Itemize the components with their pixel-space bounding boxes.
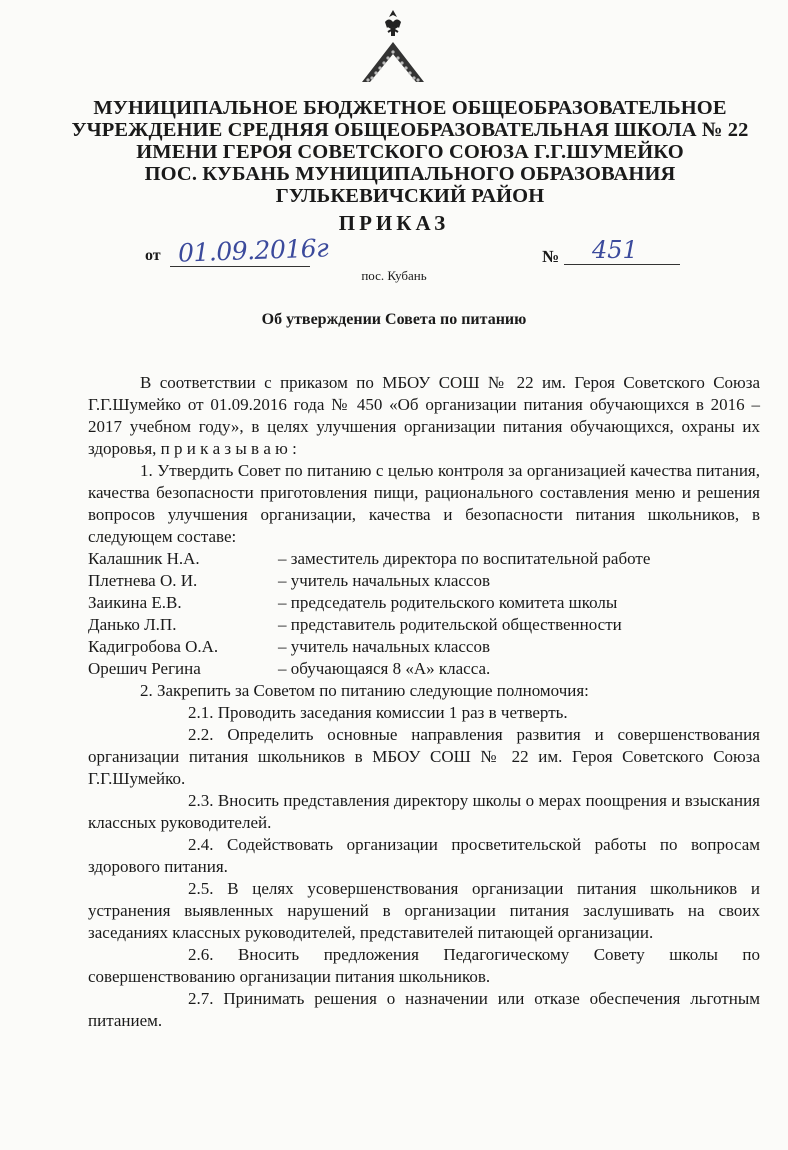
member-row bbox=[88, 548, 760, 570]
sub-item-2-6: 2.6. Вносить предложения Педагогическому Совету школы по совершенствованию организации питания школьников. bbox=[88, 945, 760, 986]
member-row bbox=[88, 658, 760, 680]
org-name-line: МУНИЦИПАЛЬНОЕ БЮДЖЕТНОЕ ОБЩЕОБРАЗОВАТЕЛЬНОЕ bbox=[93, 97, 727, 119]
member-row bbox=[88, 592, 760, 614]
sub-item-2-2: 2.2. Определить основные направления развития и совершенствования организации питания школьников в МБОУ СОШ № 22 им. Героя Советского Союза Г.Г.Шумейко. bbox=[88, 725, 760, 788]
member-role: – учитель начальных классов bbox=[278, 571, 490, 590]
order-subject: Об утверждении Совета по питанию bbox=[261, 311, 527, 328]
sub-item-2-1: 2.1. Проводить заседания комиссии 1 раз в четверть. bbox=[188, 703, 568, 722]
member-name: Орешич Регина bbox=[88, 659, 201, 678]
member-role: – учитель начальных классов bbox=[278, 637, 490, 656]
member-role: – председатель родительского комитета школы bbox=[278, 593, 618, 612]
sub-item-2-5: 2.5. В целях усовершенствования организации питания школьников и устранения выявленных нарушений в организации питания заслушивать на своих заседаниях классных руководителей, представителей питающей организации. bbox=[88, 879, 760, 942]
intro-paragraph: В соответствии с приказом по МБОУ СОШ № 22 им. Героя Советского Союза Г.Г.Шумейко от 01.09.2016 года № 450 «Об организации питания обучающихся в 2016 – 2017 учебном году», в целях улучшения организации питания обучающихся, охраны их здоровья, п р и к а з ы в а ю : bbox=[88, 373, 760, 458]
item-2-paragraph: 2. Закрепить за Советом по питанию следующие полномочия: bbox=[140, 681, 589, 700]
organization-header bbox=[60, 97, 760, 207]
document-body bbox=[88, 372, 760, 1032]
place-of-issue: пос. Кубань bbox=[361, 268, 427, 283]
member-role: – представитель родительской общественности bbox=[278, 615, 622, 634]
council-members-list bbox=[88, 548, 760, 680]
org-name-line: ИМЕНИ ГЕРОЯ СОВЕТСКОГО СОЮЗА Г.Г.ШУМЕЙКО bbox=[136, 141, 684, 163]
member-name: Кадигробова О.А. bbox=[88, 637, 219, 656]
item-1-paragraph: 1. Утвердить Совет по питанию с целью контроля за организацией качества питания, качества безопасности приготовления пищи, рационального составления меню и решения вопросов улучшения организации, качества и безопасности питания школьников, в следующем составе: bbox=[88, 461, 760, 546]
member-role: – обучающаяся 8 «А» класса. bbox=[278, 659, 491, 678]
member-row bbox=[88, 570, 760, 592]
org-name-line: ГУЛЬКЕВИЧСКИЙ РАЙОН bbox=[275, 185, 545, 207]
member-name: Заикина Е.В. bbox=[88, 593, 182, 612]
number-underline bbox=[564, 264, 680, 265]
member-name: Плетнева О. И. bbox=[88, 571, 198, 590]
member-row bbox=[88, 636, 760, 658]
member-name: Калашник Н.А. bbox=[88, 549, 200, 568]
org-name-line: ПОС. КУБАНЬ МУНИЦИПАЛЬНОГО ОБРАЗОВАНИЯ bbox=[144, 163, 676, 185]
member-row bbox=[88, 614, 760, 636]
order-number-handwritten: 451 bbox=[592, 236, 638, 264]
document-type-title: ПРИКАЗ bbox=[338, 211, 450, 235]
sub-item-2-4: 2.4. Содействовать организации просветительской работы по вопросам здорового питания. bbox=[88, 835, 760, 876]
coat-of-arms-emblem bbox=[358, 8, 428, 88]
sub-item-2-3: 2.3. Вносить представления директору школы о мерах поощрения и взыскания классных руководителей. bbox=[88, 791, 760, 832]
order-date-handwritten: 01.09.2016г bbox=[177, 233, 329, 268]
member-role: – заместитель директора по воспитательной работе bbox=[278, 549, 651, 568]
date-label: от bbox=[145, 247, 161, 264]
sub-item-2-7: 2.7. Принимать решения о назначении или отказе обеспечения льготным питанием. bbox=[88, 989, 760, 1030]
member-name: Данько Л.П. bbox=[88, 615, 177, 634]
number-label: № bbox=[542, 247, 560, 266]
org-name-line: УЧРЕЖДЕНИЕ СРЕДНЯЯ ОБЩЕОБРАЗОВАТЕЛЬНАЯ ШКОЛА № 22 bbox=[71, 119, 749, 141]
